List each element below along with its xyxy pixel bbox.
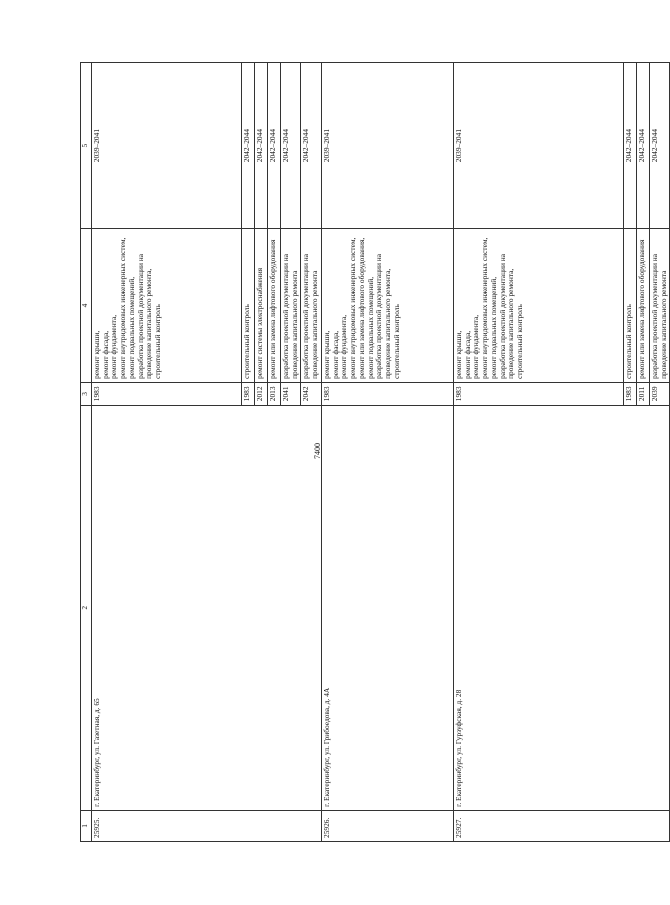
- works-cell: ремонт крыши, ремонт фасада, ремонт фундамента, ремонт внутридомовых инженерных систем, ремонт или замена лифтового оборудования, ремонт подвальных помещений, разработка проектной документации на проведение капитального ремонта, строительный контроль: [321, 229, 453, 383]
- table-row: [92, 63, 242, 842]
- subrow-work-cell: ремонт системы электроснабжения: [255, 229, 268, 383]
- subrow-work-cell: разработка проектной документации на проведение капитального ремонта: [281, 229, 301, 383]
- subrow-year-cell: 2041: [281, 382, 301, 405]
- address-cell: г. Екатеринбург, ул. Гурзуфская, д. 28: [453, 405, 669, 810]
- subrow-period-cell: 2042–2044: [301, 63, 321, 229]
- subrow-year-cell: 1983: [242, 382, 255, 405]
- subrow-period-cell: 2042–2044: [281, 63, 301, 229]
- header-col-1: 1: [81, 810, 92, 841]
- address-cell: г. Екатеринбург, ул. Газетная, д. 65: [92, 405, 322, 810]
- header-row: [81, 63, 92, 842]
- table-row: [321, 63, 453, 842]
- subrow-work-cell: разработка проектной документации на проведение капитального ремонта: [649, 229, 669, 383]
- subrow-year-cell: 1983: [623, 382, 636, 405]
- header-col-3: 3: [81, 382, 92, 405]
- subrow-work-cell: ремонт или замена лифтового оборудования: [636, 229, 649, 383]
- header-col-2: 2: [81, 405, 92, 810]
- subrow-period-cell: 2042–2044: [268, 63, 281, 229]
- row-number: 25927.: [453, 810, 669, 841]
- subrow-year-cell: 2011: [636, 382, 649, 405]
- subrow-year-cell: 2012: [255, 382, 268, 405]
- table-body: [92, 63, 670, 842]
- row-number: 25926.: [321, 810, 453, 841]
- subrow-period-cell: 2042–2044: [636, 63, 649, 229]
- year-cell: 1983: [92, 382, 242, 405]
- row-number: 25925.: [92, 810, 322, 841]
- year-cell: 1983: [453, 382, 623, 405]
- year-cell: 1983: [321, 382, 453, 405]
- subrow-period-cell: 2042–2044: [242, 63, 255, 229]
- subrow-work-cell: строительный контроль: [242, 229, 255, 383]
- subrow-work-cell: разработка проектной документации на проведение капитального ремонта: [301, 229, 321, 383]
- subrow-work-cell: строительный контроль: [623, 229, 636, 383]
- subrow-work-cell: ремонт или замена лифтового оборудования: [268, 229, 281, 383]
- subrow-year-cell: 2042: [301, 382, 321, 405]
- subrow-period-cell: 2042–2044: [255, 63, 268, 229]
- period-cell: 2039–2041: [321, 63, 453, 229]
- address-cell: г. Екатеринбург, ул. Грибоедова, д. 4А: [321, 405, 453, 810]
- works-cell: ремонт крыши, ремонт фасада, ремонт фундамента, ремонт внутридомовых инженерных систем, ремонт подвальных помещений, разработка проектной документации на проведение капитального ремонта, строительный контроль: [92, 229, 242, 383]
- table-row: [453, 63, 623, 842]
- repair-schedule-table: [80, 62, 670, 842]
- subrow-period-cell: 2042–2044: [623, 63, 636, 229]
- subrow-year-cell: 2039: [649, 382, 669, 405]
- works-cell: ремонт крыши, ремонт фасада, ремонт фундамента, ремонт внутридомовых инженерных систем, ремонт подвальных помещений, разработка проектной документации на проведение капитального ремонта, строительный контроль: [453, 229, 623, 383]
- period-cell: 2039–2041: [92, 63, 242, 229]
- period-cell: 2039–2041: [453, 63, 623, 229]
- rotated-page: [80, 62, 668, 842]
- subrow-period-cell: 2042–2044: [649, 63, 669, 229]
- page-number: 7400: [313, 443, 322, 459]
- header-col-5: 5: [81, 63, 92, 229]
- header-col-4: 4: [81, 229, 92, 383]
- subrow-year-cell: 2013: [268, 382, 281, 405]
